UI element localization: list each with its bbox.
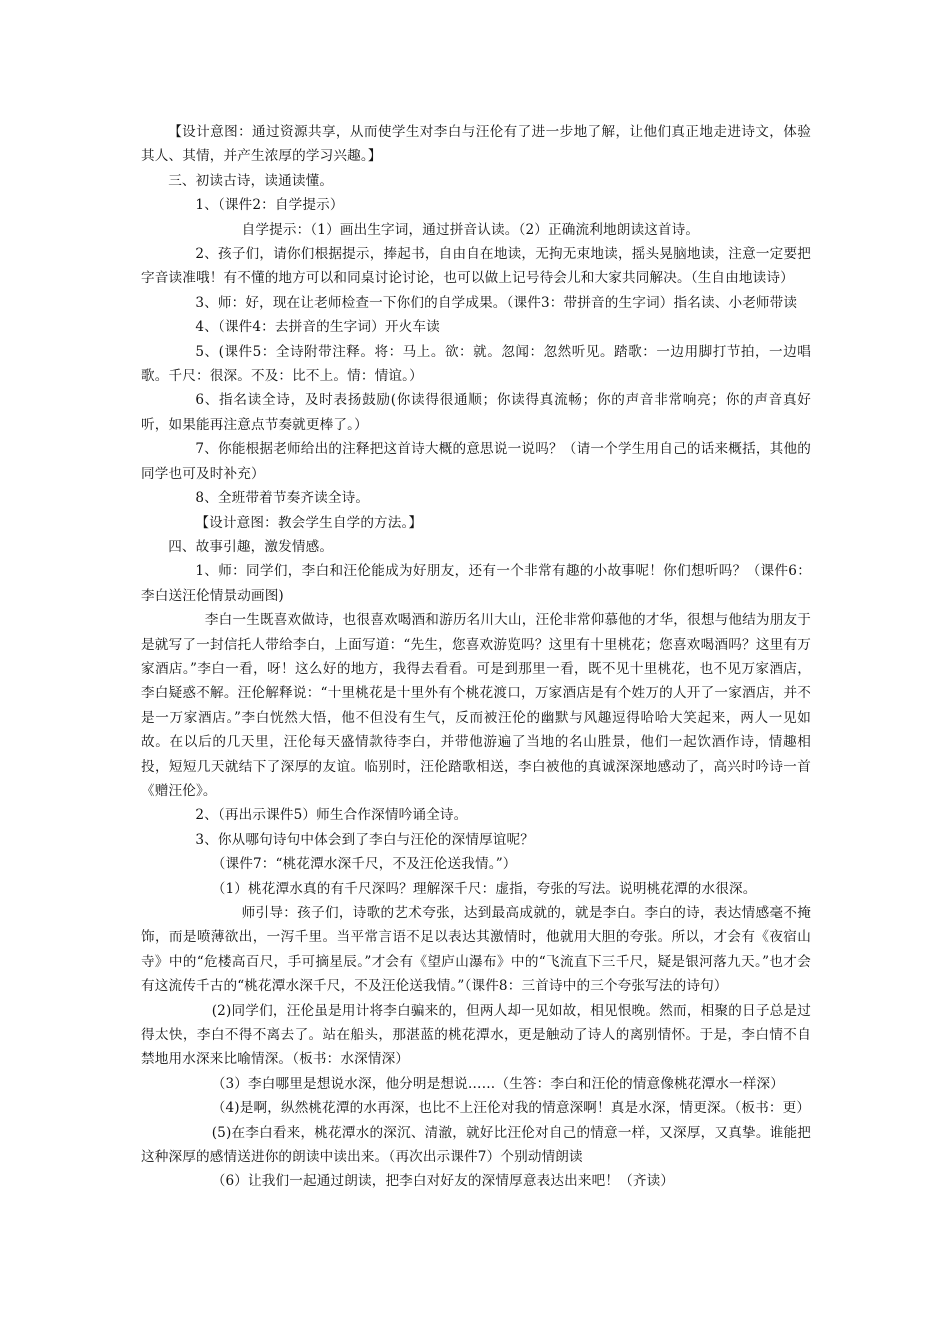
sub-point-2: (2)同学们，汪伦虽是用计将李白骗来的，但两人却一见如故，相见恨晚。然而，相聚的日子总是过得太快，李白不得不离去了。站在船头，那湛蓝的桃花潭水，更是触动了诗人的离别情怀。于是，李白情不自禁地用水深来比喻情深。（板书：水深情深）	[141, 1002, 811, 1068]
step-4-1: 1、师：同学们，李白和汪伦能成为好朋友，还有一个非常有趣的小故事呢！你们想听吗？（课件6：李白送汪伦情景动画图)	[141, 563, 811, 604]
sub-point-6: （6）让我们一起通过朗读，把李白对好友的深情厚意表达出来吧！（齐读）	[211, 1173, 675, 1190]
step-3-6: 6、指名读全诗，及时表扬鼓励(你读得很通顺；你读得真流畅；你的声音非常响亮；你的声音真好听，如果能再注意点节奏就更棒了。）	[141, 392, 811, 433]
step-3-2: 2、孩子们，请你们根据提示，捧起书，自由自在地读，无拘无束地读，摇头晃脑地读，注意一定要把字音读准哦！有不懂的地方可以和同桌讨论讨论，也可以做上记号待会儿和大家共同解决。（生自由地读诗）	[141, 246, 811, 287]
sub-point-5: (5)在李白看来，桃花潭水的深沉、清澈，就好比汪伦对自己的情意一样，又深厚，又真挚。谁能把这种深厚的感情送进你的朗读中读出来。（再次出示课件7）个别动情朗读	[141, 1124, 811, 1166]
teacher-guidance: 师引导：孩子们，诗歌的艺术夸张，达到最高成就的，就是李白。李白的诗，表达情感毫不掩饰，而是喷薄欲出，一泻千里。当平常言语不足以表达其激情时，他就用大胆的夸张。所以，才会有《夜宿山寺》中的“危楼高百尺，手可摘星辰。”才会有《望庐山瀑布》中的“飞流直下三千尺，疑是银河落九天。”也才会有这流传千古的“桃花潭水深千尺，不及汪伦送我情。”（课件8：三首诗中的三个夸张写法的诗句）	[141, 905, 811, 995]
step-3-1: 1、（课件2：自学提示）	[195, 197, 344, 214]
design-intent-1: 【设计意图：通过资源共享，从而使学生对李白与汪伦有了进一步地了解，让他们真正地走进诗文，体验其人、其情，并产生浓厚的学习兴趣。】	[141, 124, 811, 165]
courseware-7: （课件7：“桃花潭水深千尺，不及汪伦送我情。”）	[211, 856, 517, 873]
design-intent-2: 【设计意图：教会学生自学的方法。】	[195, 514, 423, 531]
step-4-2: 2、（再出示课件5）师生合作深情吟诵全诗。	[195, 807, 468, 824]
step-3-5: 5、(课件5：全诗附带注释。将：马上。欲：就。忽闻：忽然听见。踏歌：一边用脚打节拍，一边唱歌。千尺：很深。不及：比不上。情：情谊。）	[141, 343, 811, 385]
section-heading-4: 四、故事引趣，激发情感。	[168, 538, 334, 555]
section-heading-3: 三、初读古诗，读通读懂。	[168, 172, 334, 189]
step-3-8: 8、全班带着节奏齐读全诗。	[195, 490, 370, 507]
step-3-4: 4、（课件4：去拼音的生字词）开火车读	[195, 319, 440, 336]
self-study-tips: 自学提示：（1）画出生字词，通过拼音认读。（2）正确流利地朗读这首诗。	[241, 221, 700, 238]
sub-point-4: （4)是啊，纵然桃花潭的水再深，也比不上汪伦对我的情意深啊！真是水深，情更深。（板书：更）	[211, 1100, 811, 1117]
sub-point-1: （1）桃花潭水真的有千尺深吗？理解深千尺：虚指，夸张的写法。说明桃花潭的水很深。	[211, 880, 757, 897]
document-page	[141, 120, 811, 1194]
step-4-3: 3、你从哪句诗句中体会到了李白与汪伦的深情厚谊呢？	[195, 831, 535, 848]
sub-point-3: （3）李白哪里是想说水深，他分明是想说……（生答：李白和汪伦的情意像桃花潭水一样深）	[211, 1075, 785, 1092]
story-paragraph: 李白一生既喜欢做诗，也很喜欢喝酒和游历名川大山，汪伦非常仰慕他的才华，很想与他结为朋友于是就写了一封信托人带给李白，上面写道：“先生，您喜欢游览吗？这里有十里桃花；您喜欢喝酒吗？这里有万家酒店。”李白一看，呀！这么好的地方，我得去看看。可是到那里一看，既不见十里桃花，也不见万家酒店，李白疑惑不解。汪伦解释说：“十里桃花是十里外有个桃花渡口，万家酒店是有个姓万的人开了一家酒店，并不是一万家酒店。”李白恍然大悟，他不但没有生气，反而被汪伦的幽默与风趣逗得哈哈大笑起来，两人一见如故。在以后的几天里，汪伦每天盛情款待李白，并带他游遍了当地的名山胜景，他们一起饮酒作诗，情趣相投，短短几天就结下了深厚的友谊。临别时，汪伦踏歌相送，李白被他的真诚深深地感动了，高兴时吟诗一首《赠汪伦》。	[141, 612, 811, 799]
step-3-7: 7、你能根据老师给出的注释把这首诗大概的意思说一说吗？（请一个学生用自己的话来概括，其他的同学也可及时补充）	[141, 441, 811, 482]
step-3-3: 3、师：好，现在让老师检查一下你们的自学成果。（课件3：带拼音的生字词）指名读、小老师带读	[195, 294, 798, 311]
